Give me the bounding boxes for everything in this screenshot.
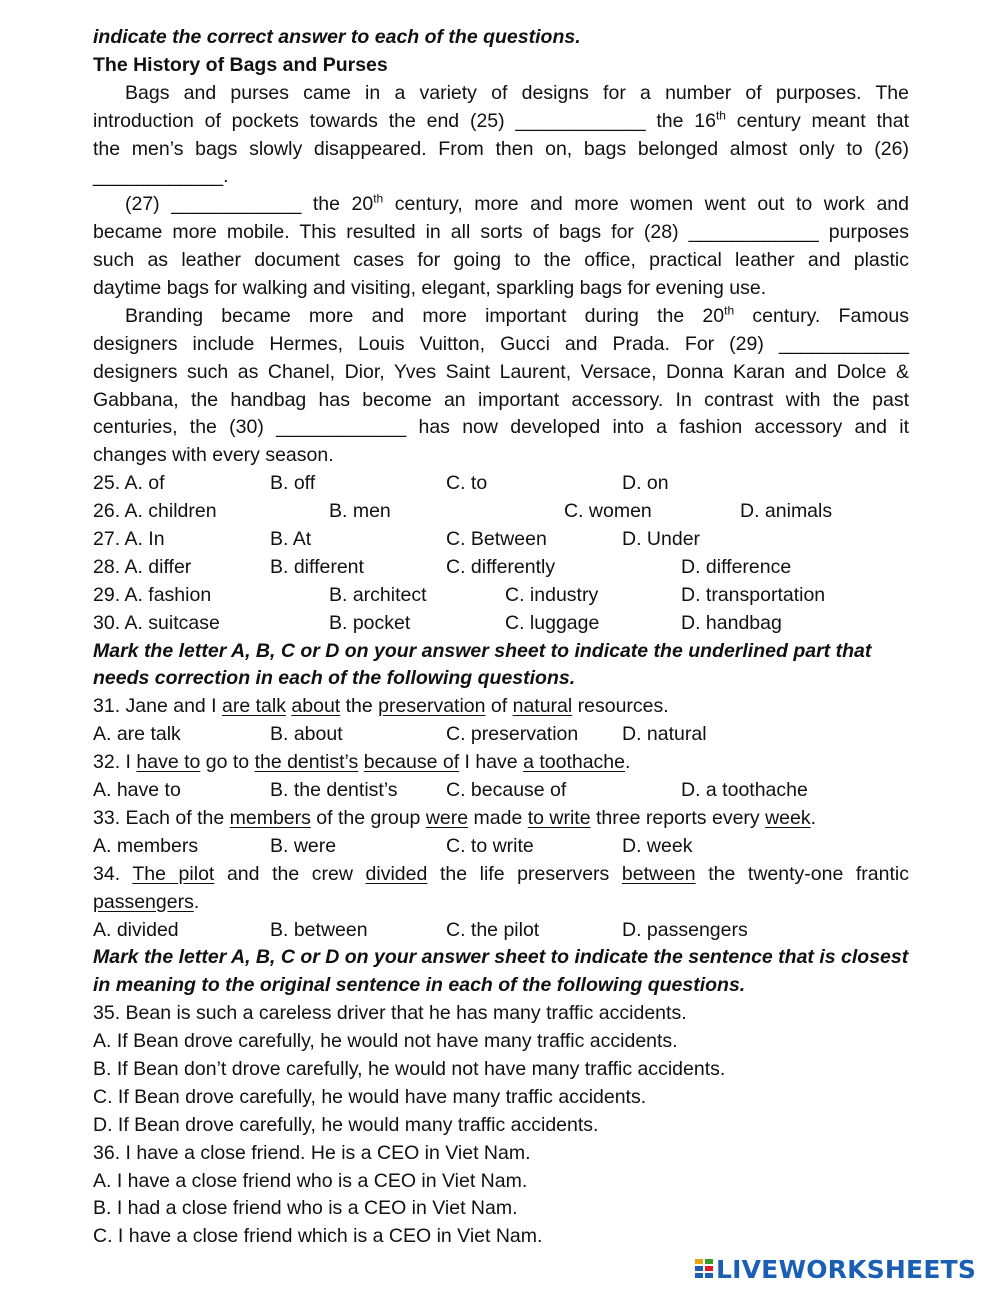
question-26-options: [93, 498, 909, 526]
option-b[interactable]: B. about: [270, 723, 343, 746]
passage-line: introduction of pockets towards the end (25) ____________ the 16th century meant that: [93, 108, 909, 132]
question-32-stem: 32. I have to go to the dentist’s because of I have a toothache.: [93, 751, 631, 774]
option-d[interactable]: D. If Bean drove carefully, he would many traffic accidents.: [93, 1113, 599, 1136]
question-35-stem: 35. Bean is such a careless driver that he has many traffic accidents.: [93, 1002, 687, 1025]
option-c[interactable]: C. the pilot: [446, 918, 540, 941]
passage-line: designers such as Chanel, Dior, Yves Saint Laurent, Versace, Donna Karan and Dolce &: [93, 360, 909, 383]
option-d[interactable]: D. difference: [681, 555, 792, 578]
instruction-top: indicate the correct answer to each of the questions.: [93, 26, 581, 48]
option-b[interactable]: B. between: [270, 918, 368, 941]
option-a[interactable]: 27. A. In: [93, 528, 165, 551]
option-c[interactable]: C. differently: [446, 555, 556, 578]
instruction-error-identification: Mark the letter A, B, C or D on your answer sheet to indicate the underlined part that: [93, 639, 872, 662]
question-32-options: [93, 777, 909, 805]
question-34-options: [93, 917, 909, 945]
liveworksheets-logo: [694, 1254, 976, 1284]
option-d[interactable]: D. handbag: [681, 611, 782, 634]
option-c[interactable]: C. If Bean drove carefully, he would have many traffic accidents.: [93, 1085, 647, 1108]
question-36-stem: 36. I have a close friend. He is a CEO in Viet Nam.: [93, 1141, 531, 1164]
option-a[interactable]: A. If Bean drove carefully, he would not have many traffic accidents.: [93, 1030, 678, 1053]
option-b[interactable]: B. men: [329, 500, 391, 523]
option-c[interactable]: C. I have a close friend which is a CEO in Viet Nam.: [93, 1225, 543, 1248]
question-31-stem: 31. Jane and I are talk about the preservation of natural resources.: [93, 695, 669, 718]
option-d[interactable]: D. animals: [740, 500, 833, 523]
passage-line: (27) ____________ the 20th century, more and more women went out to work and: [125, 191, 909, 216]
option-a[interactable]: 26. A. children: [93, 500, 217, 523]
passage-line: Branding became more and more important during the 20th century. Famous: [125, 303, 909, 327]
passage-title: The History of Bags and Purses: [93, 53, 388, 76]
option-a[interactable]: 29. A. fashion: [93, 583, 212, 606]
option-d[interactable]: D. natural: [622, 723, 707, 746]
instruction-sentence-meaning: in meaning to the original sentence in each of the following questions.: [93, 974, 746, 997]
option-c[interactable]: C. industry: [505, 583, 599, 606]
passage-line: ____________.: [93, 165, 229, 188]
worksheet-page: [93, 24, 909, 1251]
passage-line: daytime bags for walking and visiting, elegant, sparkling bags for evening use.: [93, 277, 767, 300]
passage-line: centuries, the (30) ____________ has now developed into a fashion accessory and it: [93, 416, 909, 439]
option-b[interactable]: B. pocket: [329, 611, 411, 634]
question-34-stem-cont: passengers.: [93, 890, 200, 913]
option-b[interactable]: B. off: [270, 472, 316, 495]
question-31-options: [93, 721, 909, 749]
passage-line: designers include Hermes, Louis Vuitton, Gucci and Prada. For (29) ____________: [93, 332, 909, 355]
option-a[interactable]: 28. A. differ: [93, 555, 192, 578]
instruction-sentence-meaning: Mark the letter A, B, C or D on your answer sheet to indicate the sentence that is closest: [93, 946, 909, 969]
option-a[interactable]: A. are talk: [93, 723, 181, 746]
question-33-options: [93, 833, 909, 861]
option-a[interactable]: 25. A. of: [93, 472, 165, 495]
option-a[interactable]: A. I have a close friend who is a CEO in Viet Nam.: [93, 1169, 528, 1192]
option-a[interactable]: A. have to: [93, 779, 181, 802]
option-a[interactable]: A. members: [93, 834, 199, 857]
option-b[interactable]: B. At: [270, 528, 312, 551]
option-d[interactable]: D. passengers: [622, 918, 748, 941]
option-c[interactable]: C. to write: [446, 834, 534, 857]
option-c[interactable]: C. Between: [446, 528, 547, 551]
option-d[interactable]: D. on: [622, 472, 669, 495]
passage-line: changes with every season.: [93, 444, 334, 467]
option-a[interactable]: 30. A. suitcase: [93, 611, 220, 634]
passage-line: Gabbana, the handbag has become an important accessory. In contrast with the past: [93, 388, 909, 411]
question-25-options: [93, 470, 909, 498]
option-d[interactable]: D. a toothache: [681, 779, 808, 802]
option-d[interactable]: D. transportation: [681, 583, 826, 606]
option-d[interactable]: D. Under: [622, 528, 701, 551]
question-27-options: [93, 526, 909, 554]
question-30-options: [93, 610, 909, 638]
option-c[interactable]: C. because of: [446, 779, 567, 802]
question-33-stem: 33. Each of the members of the group were made to write three reports every week.: [93, 806, 817, 829]
option-b[interactable]: B. architect: [329, 583, 427, 606]
question-28-options: [93, 554, 909, 582]
passage-line: Bags and purses came in a variety of designs for a number of purposes. The: [125, 81, 909, 104]
option-d[interactable]: D. week: [622, 834, 693, 857]
option-c[interactable]: C. luggage: [505, 611, 600, 634]
option-c[interactable]: C. to: [446, 472, 488, 495]
brand-name: LIVEWORKSHEETS: [716, 1254, 977, 1284]
instruction-error-identification: needs correction in each of the following questions.: [93, 667, 576, 690]
option-b[interactable]: B. were: [270, 834, 337, 857]
passage-line: the men’s bags slowly disappeared. From then on, bags belonged almost only to (26): [93, 137, 909, 160]
question-29-options: [93, 582, 909, 610]
option-c[interactable]: C. women: [564, 500, 652, 523]
option-c[interactable]: C. preservation: [446, 723, 579, 746]
option-b[interactable]: B. the dentist’s: [270, 779, 398, 802]
liveworksheets-logo-icon: [694, 1257, 714, 1281]
option-b[interactable]: B. different: [270, 555, 364, 578]
question-34-stem: 34. The pilot and the crew divided the life preservers between the twenty-one frantic: [93, 862, 909, 885]
passage-line: became more mobile. This resulted in all sorts of bags for (28) ____________ purposes: [93, 221, 909, 244]
option-a[interactable]: A. divided: [93, 918, 179, 941]
passage-line: such as leather document cases for going to the office, practical leather and plastic: [93, 249, 909, 272]
option-b[interactable]: B. If Bean don’t drove carefully, he would not have many traffic accidents.: [93, 1057, 726, 1080]
option-b[interactable]: B. I had a close friend who is a CEO in Viet Nam.: [93, 1197, 518, 1220]
